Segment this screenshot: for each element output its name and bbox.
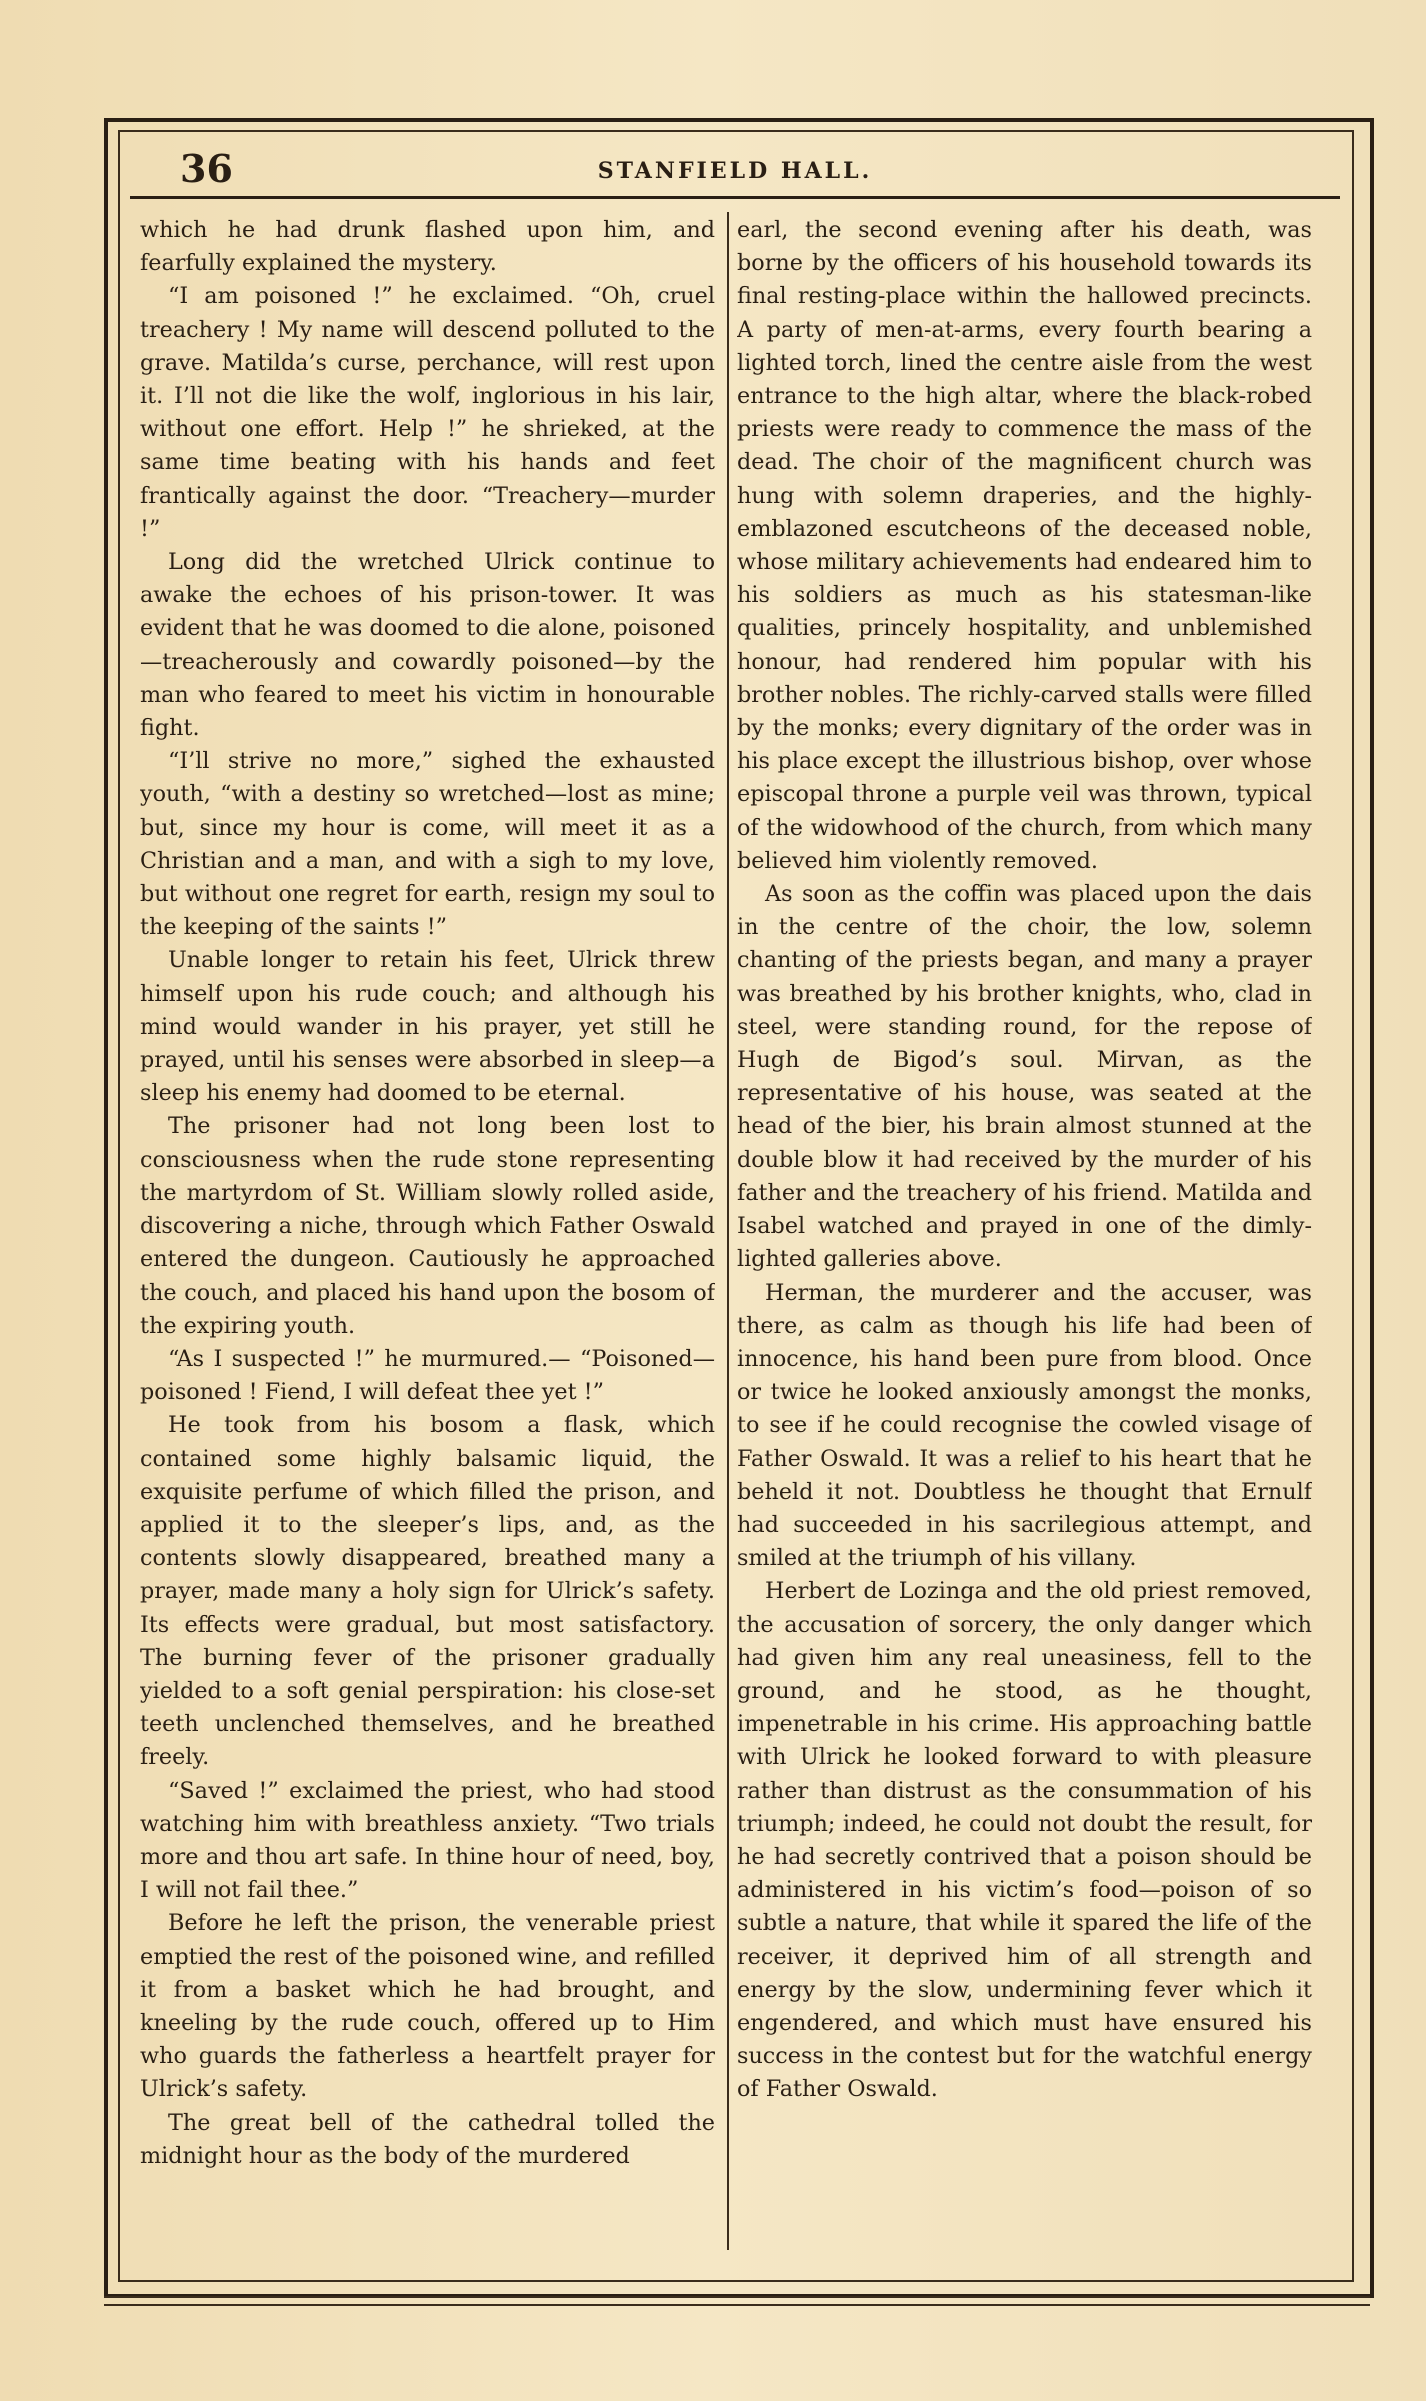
paragraph: Before he left the prison, the venerable priest emptied the rest of the poisoned wine, and refilled it from a basket which he had brought, and kneeling by the rude couch, offered up to Him who guards the fatherless a heartfelt prayer for Ulrick’s safety. [140,1910,715,2103]
paragraph: which he had drunk flashed upon him, and fearfully explained the mystery. [140,217,715,277]
paragraph: “As I suspected !” he murmured.— “Poisoned—poisoned ! Fiend, I will defeat thee yet !” [140,1345,715,1406]
paragraph: Herbert de Lozinga and the old priest removed, the accusation of sorcery, the only danger which had given him any real uneasiness, fell to the ground, and he stood, as he thought, impenetrable in his crime. His approaching battle with Ulrick he looked forward to with pleasure rather than distrust as the consummation of his triumph; indeed, he could not doubt the result, for he had secretly contrived that a poison should be administered in his victim’s food—poison of so subtle a nature, that while it spared the life of the receiver, it deprived him of all strength and energy by the slow, undermining fever which it engendered, and which must have ensured his success in the contest but for the watchful energy of Father Oswald. [737,1578,1312,2103]
paragraph: As soon as the coffin was placed upon the dais in the centre of the choir, the low, solemn chanting of the priests began, and many a prayer was breathed by his brother knights, who, clad in steel, were standing round, for the repose of Hugh de Bigod’s soul. Mirvan, as the representative of his house, was seated at the head of the bier, his brain almost stunned at the double blow it had received by the murder of his father and the treachery of his friend. Matilda and Isabel watched and prayed in one of the dimly-lighted galleries above. [737,881,1312,1273]
paragraph: Unable longer to retain his feet, Ulrick threw himself upon his rude couch; and although his mind would wander in his prayer, yet still he prayed, until his senses were absorbed in sleep—a sleep his enemy had doomed to be eternal. [140,947,715,1107]
right-column [737,214,1312,2254]
bottom-rule [104,2296,1370,2306]
paragraph: “I am poisoned !” he exclaimed. “Oh, cruel treachery ! My name will descend polluted to the grave. Matilda’s curse, perchance, will rest upon it. I’ll not die like the wolf, inglorious in his lair, without one effort. Help !” he shrieked, at the same time beating with his hands and feet frantically against the door. “Treachery—murder !” [140,283,715,542]
running-title: STANFIELD HALL. [597,158,873,184]
page-header [130,140,1340,199]
paragraph: The great bell of the cathedral tolled the midnight hour as the body of the murdered [140,2109,715,2169]
paragraph: earl, the second evening after his death, was borne by the officers of his household towards its final resting-place within the hallowed precincts. A party of men-at-arms, every fourth bearing a lighted torch, lined the centre aisle from the west entrance to the high altar, where the black-robed priests were ready to commence the mass of the dead. The choir of the magnificent church was hung with solemn draperies, and the highly-emblazoned escutcheons of the deceased noble, whose military achievements had endeared him to his soldiers as much as his statesman-like qualities, princely hospitality, and unblemished honour, had rendered him popular with his brother nobles. The richly-carved stalls were filled by the monks; every dignitary of the order was in his place except the illustrious bishop, over whose episcopal throne a purple veil was thrown, typical of the widowhood of the church, from which many believed him violently removed. [737,217,1312,874]
left-column [140,214,715,2254]
paragraph: He took from his bosom a flask, which contained some highly balsamic liquid, the exquisite perfume of which filled the prison, and applied it to the sleeper’s lips, and, as the contents slowly disappeared, breathed many a prayer, made many a holy sign for Ulrick’s safety. Its effects were gradual, but most satisfactory. The burning fever of the prisoner gradually yielded to a soft genial perspiration: his close-set teeth unclenched themselves, and he breathed freely. [140,1412,715,1771]
paragraph: “I’ll strive no more,” sighed the exhausted youth, “with a destiny so wretched—lost as mine; but, since my hour is come, will meet it as a Christian and a man, and with a sigh to my love, but without one regret for earth, resign my soul to the keeping of the saints !” [140,748,715,941]
page-number: 36 [180,146,233,191]
paragraph: The prisoner had not long been lost to consciousness when the rude stone representing the martyrdom of St. William slowly rolled aside, discovering a niche, through which Father Oswald entered the dungeon. Cautiously he approached the couch, and placed his hand upon the bosom of the expiring youth. [140,1113,715,1339]
paragraph: Long did the wretched Ulrick continue to awake the echoes of his prison-tower. It was evident that he was doomed to die alone, poisoned—treacherously and cowardly poisoned—by the man who feared to meet his victim in honourable fight. [140,549,715,742]
paragraph: “Saved !” exclaimed the priest, who had stood watching him with breathless anxiety. “Two trials more and thou art safe. In thine hour of need, boy, I will not fail thee.” [140,1777,715,1904]
paragraph: Herman, the murderer and the accuser, was there, as calm as though his life had been of innocence, his hand been pure from blood. Once or twice he looked anxiously amongst the monks, to see if he could recognise the cowled visage of Father Oswald. It was a relief to his heart that he beheld it not. Doubtless he thought that Ernulf had succeeded in his sacrilegious attempt, and smiled at the triumph of his villany. [737,1279,1312,1572]
column-divider [727,212,729,2250]
